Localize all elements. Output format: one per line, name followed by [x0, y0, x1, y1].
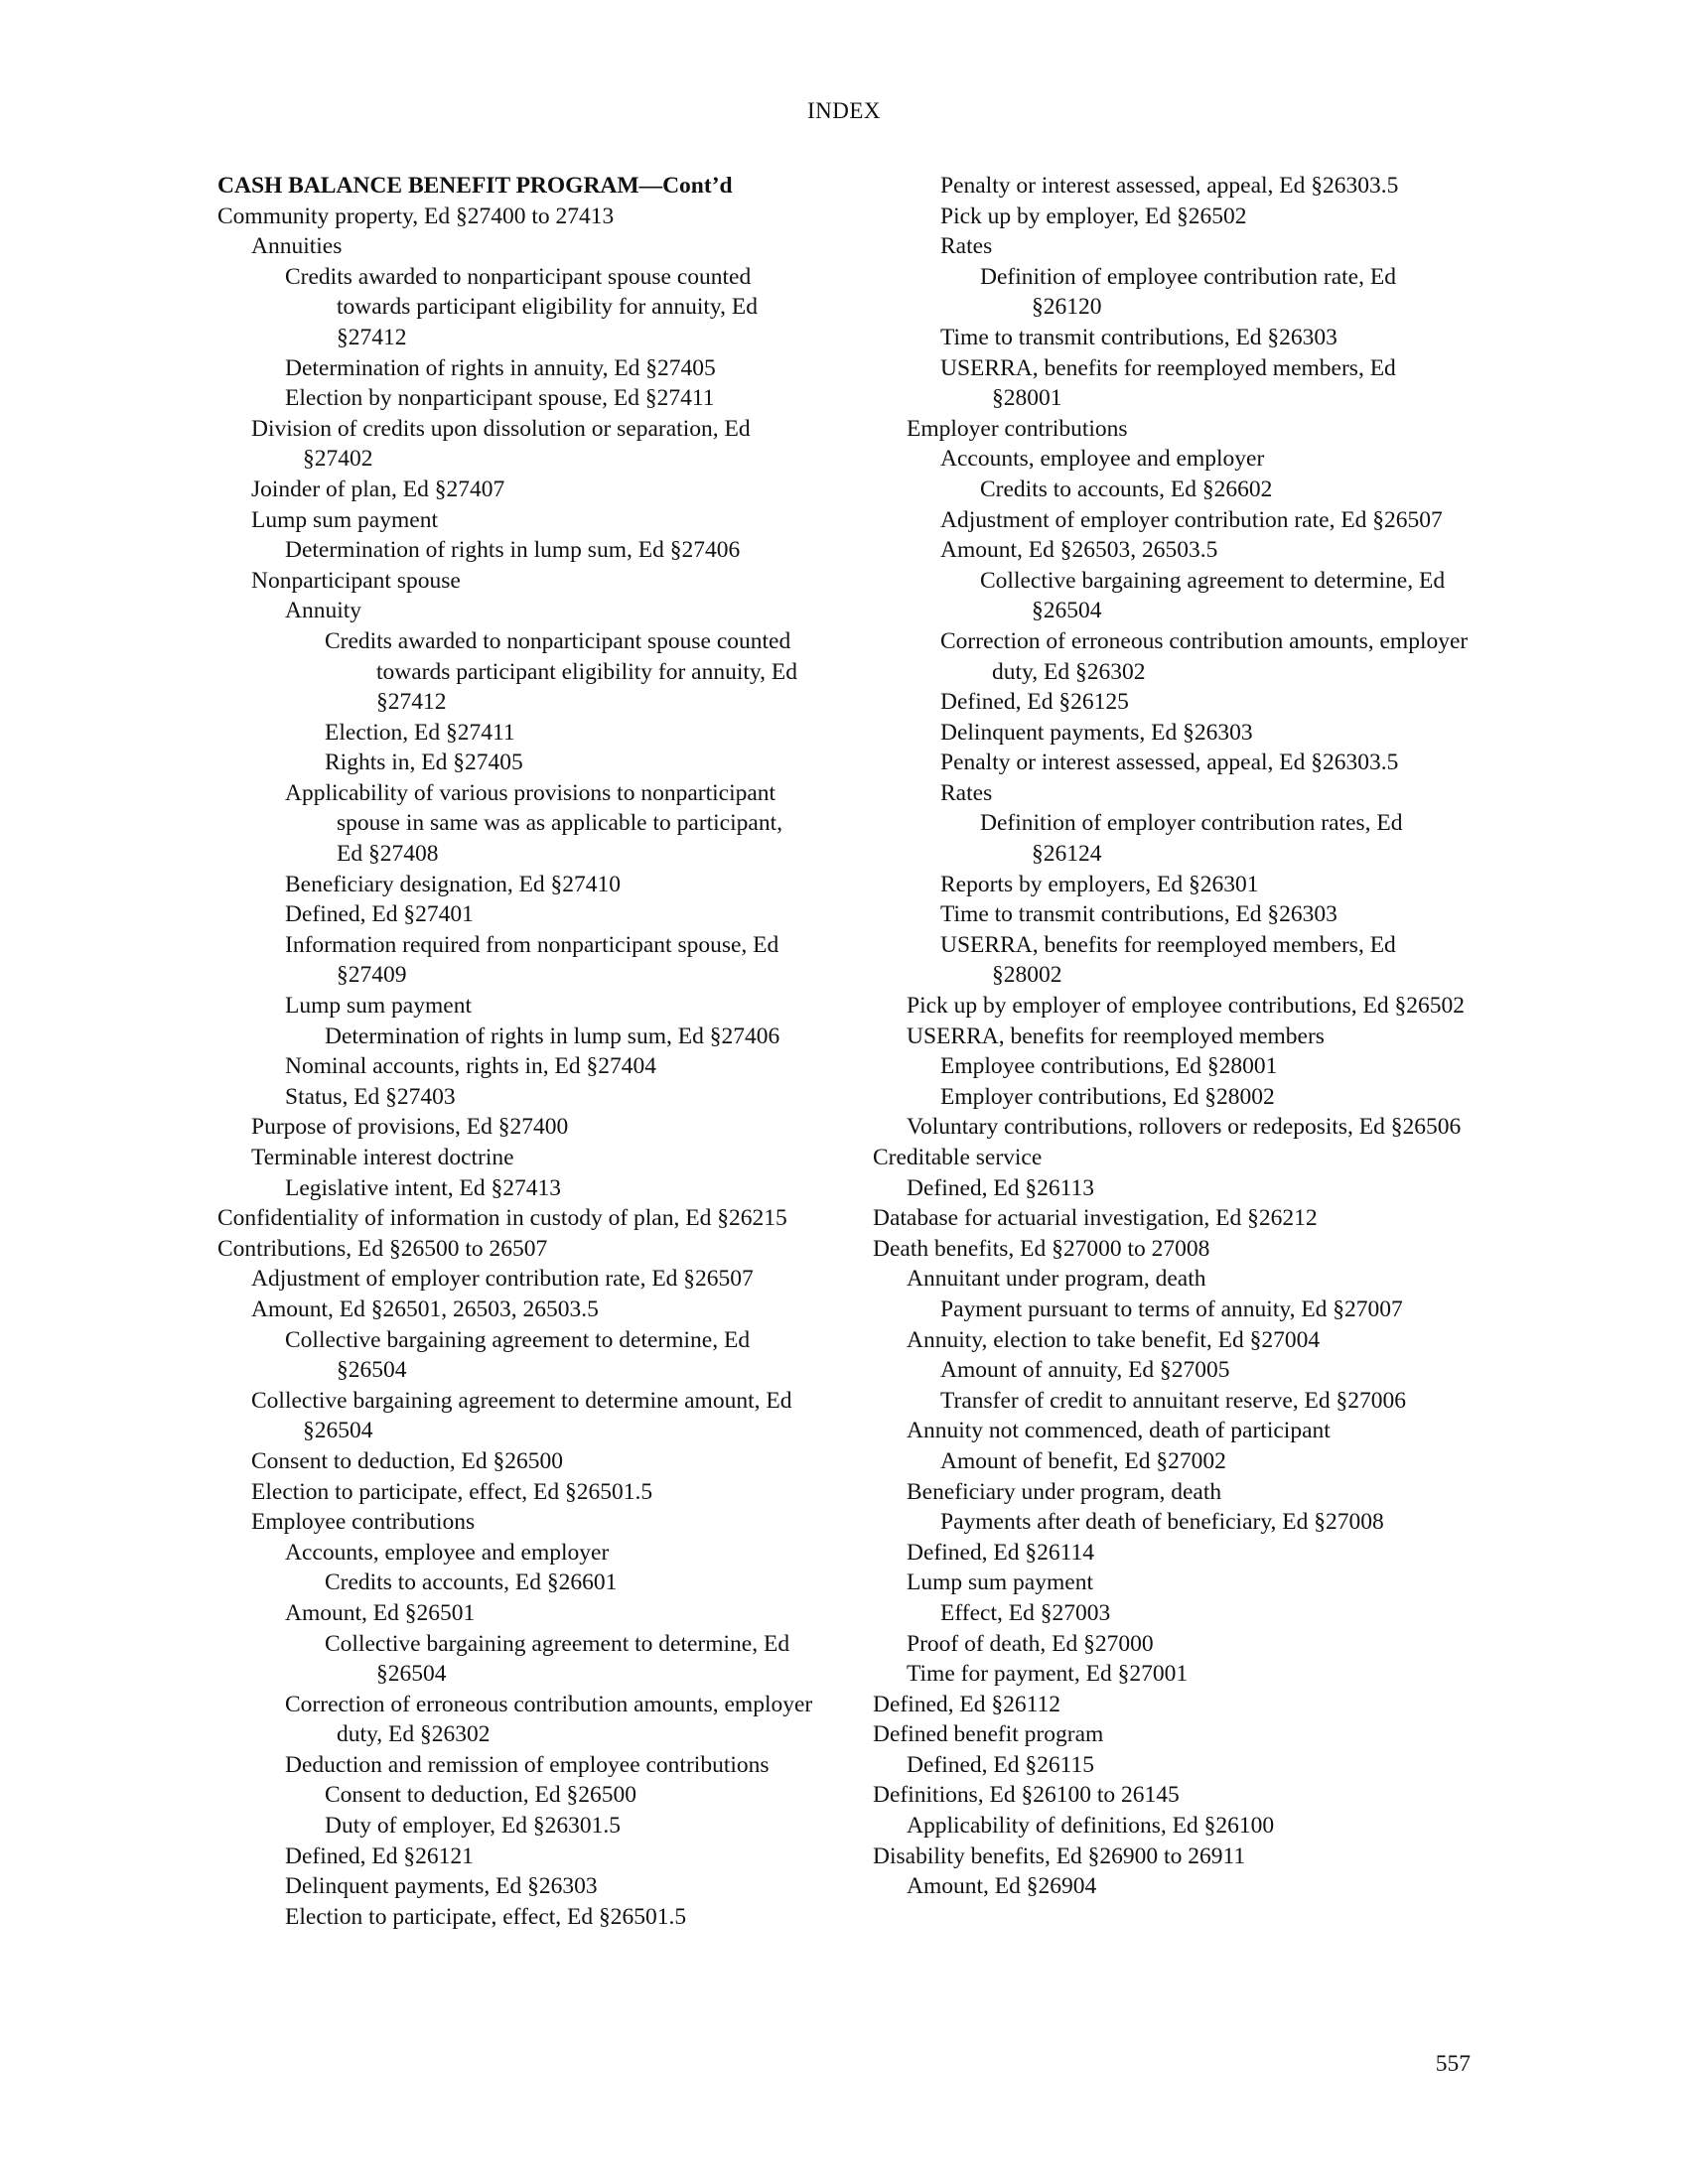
index-entry: Defined benefit program	[873, 1721, 1104, 1748]
index-entry: Rates	[940, 233, 993, 260]
index-entry: Contributions, Ed §26500 to 26507	[217, 1235, 548, 1262]
index-entry: Election by nonparticipant spouse, Ed §27411	[285, 385, 715, 412]
index-column-left	[217, 171, 813, 1932]
index-entry: Determination of rights in lump sum, Ed §27406	[285, 537, 741, 564]
index-entry: Status, Ed §27403	[285, 1083, 456, 1110]
index-entry: Defined, Ed §26112	[873, 1691, 1061, 1717]
index-entry: Time to transmit contributions, Ed §26303	[940, 901, 1337, 928]
index-entry: Pick up by employer, Ed §26502	[940, 203, 1247, 229]
index-entry: Information required from nonparticipant spouse, Ed §27409	[285, 931, 779, 989]
index-entry: Amount, Ed §26503, 26503.5	[940, 537, 1218, 564]
index-entry: Defined, Ed §26121	[285, 1843, 474, 1869]
index-entry: Adjustment of employer contribution rate, Ed §26507	[940, 506, 1443, 533]
index-entry: Time for payment, Ed §27001	[907, 1661, 1189, 1688]
index-entry: Correction of erroneous contribution amounts, employer duty, Ed §26302	[285, 1691, 813, 1748]
index-entry: Pick up by employer of employee contributions, Ed §26502	[907, 993, 1465, 1020]
index-entry: Collective bargaining agreement to determine, Ed §26504	[980, 567, 1446, 624]
index-entry: USERRA, benefits for reemployed members	[907, 1023, 1325, 1049]
index-entry: Purpose of provisions, Ed §27400	[251, 1114, 569, 1141]
index-entry: Reports by employers, Ed §26301	[940, 871, 1259, 897]
index-entry: Beneficiary designation, Ed §27410	[285, 871, 622, 897]
index-entry: Disability benefits, Ed §26900 to 26911	[873, 1843, 1246, 1869]
index-entry: Nominal accounts, rights in, Ed §27404	[285, 1053, 656, 1080]
index-entry: Consent to deduction, Ed §26500	[325, 1782, 636, 1809]
index-entry: Database for actuarial investigation, Ed §26212	[873, 1205, 1318, 1232]
index-entry: Amount of annuity, Ed §27005	[940, 1357, 1230, 1384]
index-entry: Correction of erroneous contribution amounts, employer duty, Ed §26302	[940, 627, 1469, 685]
index-entry: Employee contributions, Ed §28001	[940, 1053, 1278, 1080]
index-entry: Penalty or interest assessed, appeal, Ed §26303.5	[940, 173, 1399, 199]
index-entry: Employer contributions, Ed §28002	[940, 1083, 1275, 1110]
index-column-right	[873, 171, 1469, 1902]
index-entry: Delinquent payments, Ed §26303	[285, 1873, 598, 1900]
index-entry: Annuity, election to take benefit, Ed §27004	[907, 1326, 1321, 1353]
index-entry: Employee contributions	[251, 1509, 476, 1536]
index-entry: Election to participate, effect, Ed §26501.5	[285, 1903, 687, 1930]
index-entry: Division of credits upon dissolution or separation, Ed §27402	[251, 415, 751, 473]
index-entry: Lump sum payment	[251, 506, 438, 533]
index-heading: CASH BALANCE BENEFIT PROGRAM—Cont’d	[217, 173, 733, 199]
index-entry: Election, Ed §27411	[325, 719, 515, 746]
index-entry: Collective bargaining agreement to determine amount, Ed §26504	[251, 1387, 792, 1444]
index-entry: Penalty or interest assessed, appeal, Ed §26303.5	[940, 750, 1399, 776]
index-entry: Amount, Ed §26501, 26503, 26503.5	[251, 1296, 599, 1322]
index-entry: Death benefits, Ed §27000 to 27008	[873, 1235, 1210, 1262]
index-entry: Applicability of definitions, Ed §26100	[907, 1813, 1275, 1840]
index-entry: Applicability of various provisions to nonparticipant spouse in same was as applicable to participant, Ed §27408	[285, 779, 782, 868]
index-entry: Payments after death of beneficiary, Ed §27008	[940, 1509, 1384, 1536]
index-entry: Determination of rights in lump sum, Ed §27406	[325, 1023, 780, 1049]
index-entry: Annuitant under program, death	[907, 1266, 1206, 1293]
index-entry: Duty of employer, Ed §26301.5	[325, 1813, 621, 1840]
index-entry: Collective bargaining agreement to determine, Ed §26504	[325, 1630, 790, 1688]
index-entry: Employer contributions	[907, 415, 1128, 442]
index-entry: Voluntary contributions, rollovers or redeposits, Ed §26506	[907, 1114, 1462, 1141]
page-number: 557	[1435, 2051, 1471, 2077]
index-entry: Determination of rights in annuity, Ed §27405	[285, 354, 716, 381]
index-entry: Transfer of credit to annuitant reserve, Ed §27006	[940, 1387, 1407, 1414]
index-entry: Defined, Ed §26113	[907, 1174, 1095, 1201]
index-entry: Adjustment of employer contribution rate, Ed §26507	[251, 1266, 754, 1293]
index-entry: Accounts, employee and employer	[285, 1539, 610, 1566]
index-entry: Definition of employer contribution rates, Ed §26124	[980, 810, 1403, 868]
index-entry: Creditable service	[873, 1145, 1043, 1170]
index-entry: Beneficiary under program, death	[907, 1478, 1222, 1505]
index-entry: Rights in, Ed §27405	[325, 750, 523, 776]
index-entry: Payment pursuant to terms of annuity, Ed §27007	[940, 1296, 1403, 1322]
index-entry: Amount of benefit, Ed §27002	[940, 1447, 1226, 1474]
index-entry: Credits to accounts, Ed §26602	[980, 476, 1273, 502]
index-entry: Amount, Ed §26904	[907, 1873, 1097, 1900]
index-entry: Defined, Ed §26125	[940, 689, 1129, 716]
index-entry: Joinder of plan, Ed §27407	[251, 476, 505, 502]
index-entry: Defined, Ed §27401	[285, 901, 474, 928]
index-entry: Credits awarded to nonparticipant spouse counted towards participant eligibility for annuity, Ed §27412	[285, 263, 758, 350]
index-entry: Defined, Ed §26115	[907, 1751, 1095, 1778]
index-entry: Deduction and remission of employee contributions	[285, 1751, 770, 1778]
index-entry: Terminable interest doctrine	[251, 1145, 514, 1170]
index-entry: Accounts, employee and employer	[940, 446, 1265, 473]
index-entry: Definitions, Ed §26100 to 26145	[873, 1782, 1180, 1809]
index-entry: Credits to accounts, Ed §26601	[325, 1570, 618, 1596]
index-entry: Collective bargaining agreement to determine, Ed §26504	[285, 1326, 751, 1384]
index-entry: Consent to deduction, Ed §26500	[251, 1447, 563, 1474]
index-entry: Annuity not commenced, death of participant	[907, 1418, 1331, 1444]
index-entry: Defined, Ed §26114	[907, 1539, 1095, 1566]
index-entry: USERRA, benefits for reemployed members, Ed §28001	[940, 354, 1396, 412]
index-entry: Rates	[940, 779, 993, 806]
page-header: INDEX	[806, 98, 882, 123]
index-entry: Confidentiality of information in custody of plan, Ed §26215	[217, 1205, 787, 1232]
index-entry: Delinquent payments, Ed §26303	[940, 719, 1253, 746]
index-entry: Election to participate, effect, Ed §26501.5	[251, 1478, 653, 1505]
index-entry: Lump sum payment	[907, 1570, 1093, 1596]
index-entry: Legislative intent, Ed §27413	[285, 1174, 562, 1201]
index-entry: Annuity	[285, 598, 362, 624]
index-entry: Community property, Ed §27400 to 27413	[217, 203, 615, 229]
index-entry: Annuities	[251, 233, 343, 260]
index-entry: Nonparticipant spouse	[251, 567, 461, 594]
index-entry: Amount, Ed §26501	[285, 1599, 476, 1626]
index-entry: USERRA, benefits for reemployed members, Ed §28002	[940, 931, 1396, 989]
index-entry: Lump sum payment	[285, 993, 472, 1020]
index-entry: Effect, Ed §27003	[940, 1599, 1111, 1626]
index-entry: Time to transmit contributions, Ed §26303	[940, 324, 1337, 350]
index-entry: Definition of employee contribution rate, Ed §26120	[980, 263, 1396, 321]
index-entry: Credits awarded to nonparticipant spouse counted towards participant eligibility for annuity, Ed §27412	[325, 627, 797, 716]
index-entry: Proof of death, Ed §27000	[907, 1630, 1154, 1657]
